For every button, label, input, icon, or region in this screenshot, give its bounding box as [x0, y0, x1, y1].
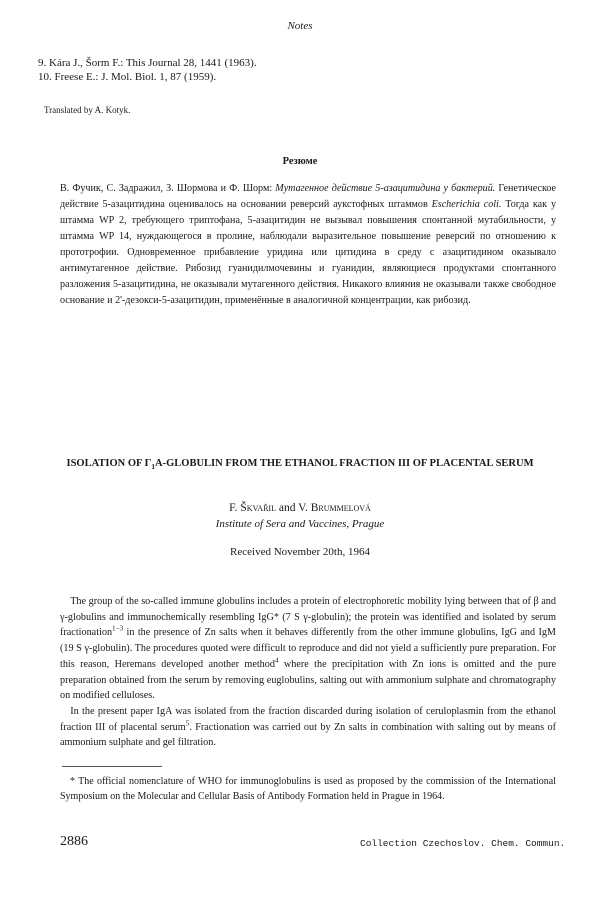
author-separator: and V.: [275, 502, 311, 514]
article-body: [60, 594, 556, 751]
citation-superscript: 4: [274, 656, 279, 665]
resume-title: Мутагенное действие 5-азацитидина у бактерий.: [275, 183, 496, 194]
resume-heading: Резюме: [282, 156, 318, 167]
title-subscript: 1: [151, 462, 156, 472]
reference-item: 9. Kára J., Šorm F.: This Journal 28, 1441 (1963).: [38, 57, 257, 69]
received-date: Received November 20th, 1964: [230, 546, 370, 558]
title-part: ISOLATION OF Γ: [66, 458, 152, 469]
article-authors: [0, 502, 600, 514]
reference-list: [38, 56, 257, 84]
resume-body: [60, 181, 556, 309]
resume-authors: В. Фучик, С. Задражил, З. Шормова и Ф. Шорм:: [60, 183, 276, 194]
page-number: 2886: [60, 834, 88, 849]
title-part: A-GLOBULIN FROM THE ETHANOL FRACTION III OF PLACENTAL SERUM: [155, 458, 534, 469]
citation-superscript: 1−3: [112, 625, 124, 634]
journal-name: Collection Czechoslov. Chem. Commun.: [360, 838, 566, 849]
running-head: Notes: [287, 20, 313, 32]
author-initial: F.: [229, 502, 241, 514]
species-name: Escherichia coli.: [431, 199, 502, 210]
paragraph: In the present paper IgA was isolated from the fraction discarded during isolation of ceruloplasmin from the ethanol fraction III of placental serum$^5$. Fractionation was carried out by Zn salts in combination with salting out by means of ammonium sulphate and gel filtration.: [60, 705, 556, 749]
footnote-rule: [62, 766, 162, 767]
author-name: Brummelová: [310, 502, 371, 514]
institution: Institute of Sera and Vaccines, Prague: [215, 518, 385, 530]
footnote: * The official nomenclature of WHO for immunoglobulins is used as proposed by the commission of the International Symposium on the Molecular and Cellular Basis of Antibody Formation held in Prague in 1964.: [60, 776, 556, 802]
citation-superscript: 5: [185, 719, 190, 728]
article-title: [40, 456, 560, 471]
author-name: Škvařil: [240, 502, 276, 514]
paragraph: The group of the so-called immune globulins includes a protein of electrophoretic mobility lying between that of β and γ-globulins and immunochemically resembling IgG* (7 S γ-globulin); the protein was identified and isolated by serum fractionation$^{1-3}$ in the presence of Zn salts when it behaves differently from the other immune globulins, IgG and IgM (19 S γ-globulin). The procedures quoted were difficult to reproduce and did not yield a sufficiently pure preparation. For this reason, Heremans developed another method$^4$ where the precipitation with Zn ions is omitted and the pure preparation obtained from the serum by removing euglobulins, salting out with ammonium sulphate and chromatography on modified celluloses.: [60, 596, 556, 702]
resume-text: Генетическое действие 5-азацитидина оценивалось на основании реверсий аукстофных штаммов: [60, 183, 556, 210]
resume-text: Тогда как у штамма WP 2, требующего триптофана, 5-азацитидин не вызывал повышения спонтанной мутабильности, у штамма WP 14, нуждающегося в пролине, наблюдали выразительное повышение реверсий по отношению к прототрофии. Одновременное прибавление уридина или цитидина в среду с азацитидином оказывало антимутагенное действие. Рибозид гуанидилмочевины и гуанидин, являющиеся продуктами спонтанного разложения 5-азацитидина, не оказывали мутагенного действия. Никакого влияния не оказывали также свободное основание и 2'-дезокси-5-азацитидин, применённые в аналогичной концентрации, как рибозид.: [60, 199, 556, 306]
translator-credit: Translated by A. Kotyk.: [44, 105, 131, 115]
reference-item: 10. Freese E.: J. Mol. Biol. 1, 87 (1959).: [38, 71, 217, 83]
